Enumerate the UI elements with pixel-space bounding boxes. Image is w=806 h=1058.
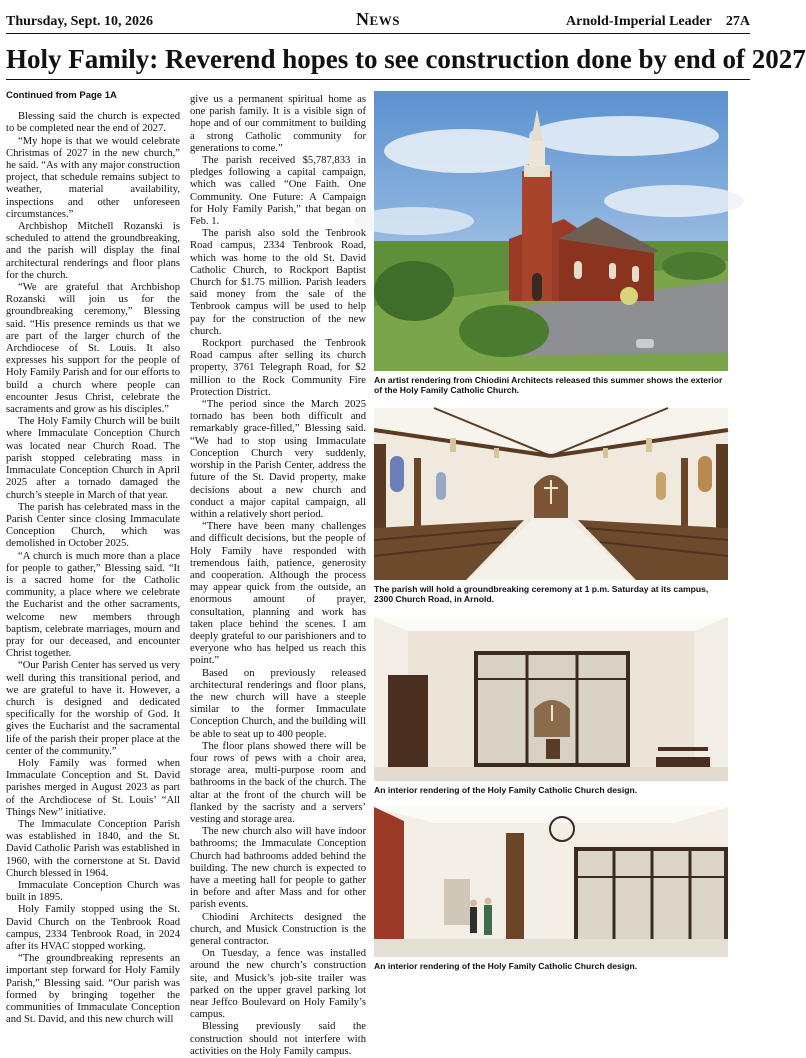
article-column-2	[190, 94, 366, 1057]
paper-name: Arnold-Imperial Leader	[566, 14, 712, 29]
headline-lead: Holy Family:	[6, 44, 159, 74]
exterior-rendering-figure	[374, 91, 728, 396]
photo-caption: The parish will hold a groundbreaking ceremony at 1 p.m. Saturday at its campus, 2300 Church Road, in Arnold.	[374, 584, 709, 605]
headline-rule	[6, 79, 750, 80]
paragraph: “The groundbreaking represents an important step forward for Holy Family Parish,” Blessing said. “Our parish was formed by bringing together the communities of Immaculate Conception and St. David, and this new church will	[6, 953, 180, 1026]
paragraph: The new church also will have indoor bathrooms; the Immaculate Conception Church had bathrooms added behind the building. The new church is expected to have a meeting hall for people to gather in before and after Mass and for other parish events.	[190, 826, 366, 911]
paragraph: “We are grateful that Archbishop Rozanski will join us for the groundbreaking ceremony,” Blessing said. “His presence reminds us that we are part of the larger church of the Archdiocese of St. Louis. It also expresses his support for the people of Holy Family Parish and for our efforts to build a church where people can encounter Jesus Christ, celebrate the sacraments and grow as his disciples.”	[6, 282, 180, 416]
headline-rest: Reverend hopes to see construction done by end of 2027	[164, 44, 806, 74]
paragraph: Holy Family stopped using the St. David Church on the Tenbrook Road campus, 2334 Tenbrook Road, in 2024 after its HVAC stopped working.	[6, 904, 180, 953]
narthex-rendering-figure	[374, 617, 728, 795]
sanctuary-rendering-photo	[374, 408, 728, 580]
photo-caption: An interior rendering of the Holy Family Catholic Church design.	[374, 785, 638, 795]
paragraph: “My hope is that we would celebrate Christmas of 2027 in the new church,” he said. “As with any major construction project, that schedule remains subject to weather, material availability, inspections and other unforeseen circumstances.”	[6, 135, 180, 220]
paragraph: The Holy Family Church will be built where Immaculate Conception Church was located near Church Road. The parish stopped celebrating mass in Immaculate Conception Church in April 2025 after a tornado damaged the church’s steeple in March of that year.	[6, 416, 180, 501]
paragraph: Archbishop Mitchell Rozanski is scheduled to attend the groundbreaking, and the parish will display the final architectural renderings and floor plans for the church.	[6, 221, 180, 281]
paragraph: Blessing previously said the construction should not interfere with activities on the Holy Family campus.	[190, 1021, 366, 1057]
paragraph: Immaculate Conception Church was built in 1895.	[6, 880, 180, 904]
paragraph: Rockport purchased the Tenbrook Road campus after selling its church property, 3761 Telegraph Road, for $2 million to the Rock Community Fire Protection District.	[190, 338, 366, 398]
gathering-space-rendering-figure	[374, 807, 728, 971]
gathering-space-rendering-photo	[374, 807, 728, 957]
issue-date: Thursday, Sept. 10, 2026	[6, 14, 154, 29]
paragraph: “There have been many challenges and difficult decisions, but the people of Holy Family have responded with tremendous faith, patience, generosity and cooperation. Although the process may appear quick from the outside, an enormous amount of prayer, consultation, planning and work has taken place behind the scenes. I am deeply grateful to our parishioners and to everyone who has helped us reach this point.”	[190, 521, 366, 667]
photo-caption: An artist rendering from Chiodini Architects released this summer shows the exterior of the Holy Family Catholic Church.	[374, 375, 723, 396]
section-name: News	[356, 9, 400, 29]
exterior-rendering-photo	[374, 91, 728, 371]
paragraph: The Immaculate Conception Parish was established in 1840, and the St. David Catholic Parish was established in 1960, with the cornerstone at St. David Church blessed in 1964.	[6, 818, 180, 879]
paper-info	[500, 14, 750, 30]
paragraph: Blessing said the church is expected to be completed near the end of 2027.	[6, 111, 180, 135]
paragraph: “A church is much more than a place for people to gather,” Blessing said. “It is a sacred home for the Catholic community, a place where we celebrate the Eucharist and the other sacraments, welcome new members through baptism, celebrate marriages, mourn and pray for our deceased, and encounter Christ together.	[6, 550, 180, 660]
masthead	[6, 8, 750, 34]
paragraph: give us a permanent spiritual home as one parish family. It is a visible sign of hope and of our commitment to building a strong Catholic community for generations to come.”	[190, 94, 366, 154]
photo-caption: An interior rendering of the Holy Family Catholic Church design.	[374, 961, 638, 971]
article-column-1	[6, 90, 180, 1026]
paragraph: Holy Family was formed when Immaculate Conception and St. David parishes merged in August 2023 as part of the Archdiocese of St. Louis’ “All Things New” initiative.	[6, 757, 180, 818]
page-number: 27A	[725, 14, 750, 29]
paragraph: On Tuesday, a fence was installed around the new church’s construction site, and Musick’s job-site trailer was parked on the upper gravel parking lot near Jeffco Boulevard on Holy Family’s campus.	[190, 948, 366, 1021]
paragraph: “The period since the March 2025 tornado has been both difficult and remarkably grace-filled,” Blessing said. “We had to stop using Immaculate Conception Church very suddenly, worship in the Parish Center, address the future of the St. David property, make decisions about a new church and conduct a major capital campaign, all within a relatively short period.	[190, 399, 366, 520]
paragraph: Chiodini Architects designed the church, and Musick Construction is the general contractor.	[190, 911, 366, 948]
paragraph: The floor plans showed there will be four rows of pews with a choir area, storage area, multi-purpose room and bathrooms in the back of the church. The altar at the front of the church will be flanked by the sacristy and a servers’ vesting and storage area.	[190, 740, 366, 825]
paragraph: “Our Parish Center has served us very well during this transitional period, and we are grateful to have it. However, a church is designed and dedicated specifically for the worship of God. It gives the Eucharist and the sacramental life of the parish their proper place at the center of the community.”	[6, 660, 180, 757]
headline	[6, 40, 806, 80]
paragraph: The parish also sold the Tenbrook Road campus, 2334 Tenbrook Road, which was home to the old St. David Catholic Church, to Rockport Baptist Church for $1.75 million. Parish leaders said money from the sale of the Tenbrook campus will be used to help pay for the construction of the new church.	[190, 228, 366, 337]
paragraph: The parish received $5,787,833 in pledges following a capital campaign, which was called “One Faith. One Community. One Future: A Campaign for Holy Family Parish,” that began on Feb. 1.	[190, 155, 366, 228]
narthex-rendering-photo	[374, 617, 728, 781]
continued-from-label: Continued from Page 1A	[6, 90, 117, 101]
paragraph: The parish has celebrated mass in the Parish Center since closing Immaculate Conception Church, which was demolished in October 2025.	[6, 501, 180, 550]
sanctuary-rendering-figure	[374, 408, 728, 605]
paragraph: Based on previously released architectural renderings and floor plans, the new church will have a steeple similar to the former Immaculate Conception Church, and the building will be able to seat up to 400 people.	[190, 667, 366, 740]
